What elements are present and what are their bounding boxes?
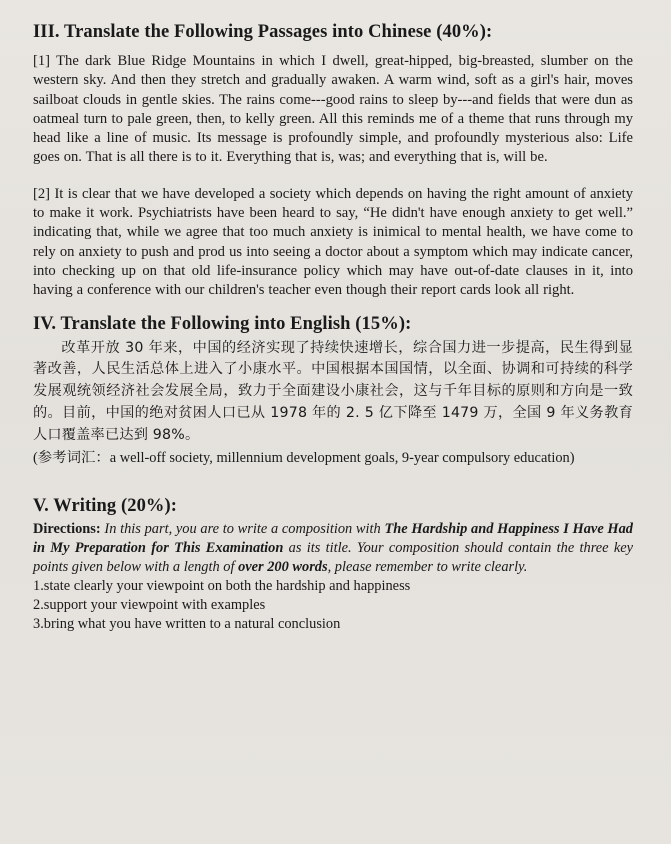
key-point: 2.support your viewpoint with examples (33, 596, 266, 613)
directions-label: Directions: (33, 520, 101, 537)
section-3-title: III. Translate the Following Passages into Chinese (40%): (33, 22, 493, 42)
directions-text-2: as its title. Your composition should contain the three key points given below with a length of (33, 539, 633, 575)
writing-directions (33, 520, 633, 577)
section-4-title: IV. Translate the Following into English (15%): (33, 313, 412, 334)
chinese-passage: 改革开放 30 年来，中国的经济实现了持续快速增长，综合国力进一步提高，民生得到显著改善，人民生活总体上进入了小康水平。中国根据本国国情，以全面、协调和可持续的科学发展观统领经济社会发展全局，致力于全面建设小康社会，这与千年目标的原则和方向是一致的。目前，中国的绝对贫困人口已从 1978 年的 2. 5 亿下降至 1479 万，全国 9 年义务教育人口覆盖率已达到 98%。 (33, 339, 633, 443)
key-point: 3.bring what you have written to a natural conclusion (33, 616, 341, 633)
key-point: 1.state clearly your viewpoint on both the hardship and happiness (33, 577, 411, 594)
vocabulary-note: (参考词汇：a well-off society, millennium development goals, 9-year compulsory education) (33, 449, 575, 466)
word-length: over 200 words (238, 558, 328, 575)
passage-1: [1] The dark Blue Ridge Mountains in which I dwell, great-hipped, big-breasted, slumber on the western sky. And then they stretch and gradually awaken. A warm wind, soft as a girl's hair, moves sailboat clouds in gentle skies. The rains come---good rains to sleep by---and fields that were dun as oatmeal turn to pale green, then, to kelly green. All this reminds me of a theme that runs through my head like a line of music. Its message is profoundly simple, and profoundly mysterious also: Life goes on. That is all there is to it. Everything that is, was; and everything that is, will be. (33, 53, 633, 166)
key-points-list (33, 577, 633, 635)
directions-text-3: , please remember to write clearly. (327, 558, 528, 575)
composition-title: The Hardship and Happiness I Have Had in My Preparation for This Examination (33, 520, 634, 556)
passage-2: [2] It is clear that we have developed a society which depends on having the right amount of anxiety to make it work. Psychiatrists have been heard to say, “He didn't have enough anxiety to get well.” indicating that, while we agree that too much anxiety is inimical to mental health, we have come to rely on anxiety to push and prod us into seeing a doctor about a symptom which may indicate cancer, into checking up on that old life-insurance policy which may have out-of-date clauses in it, into having a conference with our children's teacher even though their report cards look all right. (33, 185, 633, 299)
section-5-title: V. Writing (20%): (33, 495, 178, 516)
directions-text-1: In this part, you are to write a composition with (100, 520, 385, 537)
